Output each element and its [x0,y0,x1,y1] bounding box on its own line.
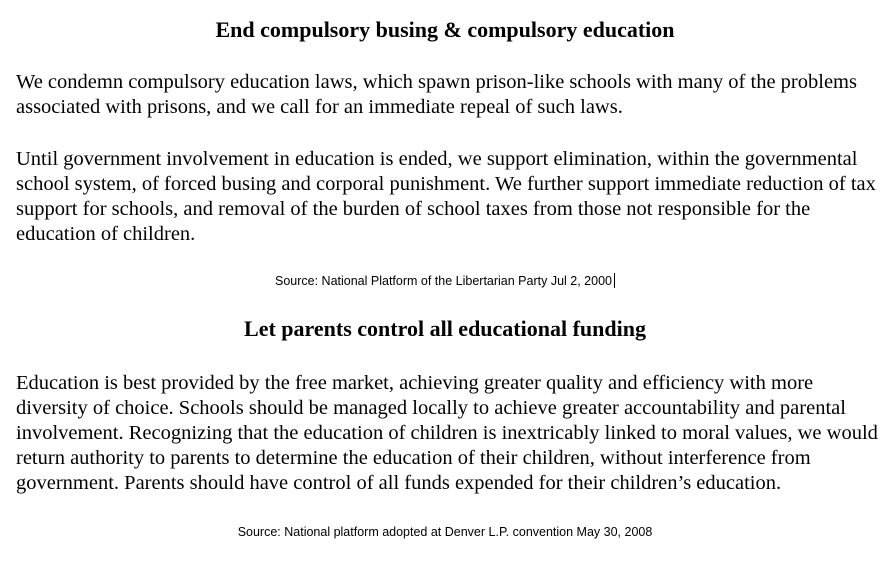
text-cursor [614,273,615,288]
source-citation-text: Source: National Platform of the Libertarian Party Jul 2, 2000 [275,274,612,288]
source-citation-2000 [0,273,890,289]
section-heading-compulsory-education: End compulsory busing & compulsory education [215,17,675,42]
source-citation-2008: Source: National platform adopted at Denver L.P. convention May 30, 2008 [237,525,653,539]
paragraph-free-market-education: Education is best provided by the free market, achieving greater quality and efficiency with more diversity of choice. Schools should be managed locally to achieve greater accountability and parental involvement. Recognizing that the education of children is inextricably linked to moral values, we would return authority to parents to determine the education of their children, without interference from government. Parents should have control of all funds expended for their children’s education. [16,372,878,494]
section-heading-educational-funding: Let parents control all educational funding [244,316,646,341]
paragraph-forced-busing: Until government involvement in education is ended, we support elimination, within the governmental school system, of forced busing and corporal punishment. We further support immediate reduction of tax support for schools, and removal of the burden of school taxes from those not responsible for the education of children. [16,148,876,245]
paragraph-compulsory-education-laws: We condemn compulsory education laws, which spawn prison-like schools with many of the problems associated with prisons, and we call for an immediate repeal of such laws. [16,71,857,118]
